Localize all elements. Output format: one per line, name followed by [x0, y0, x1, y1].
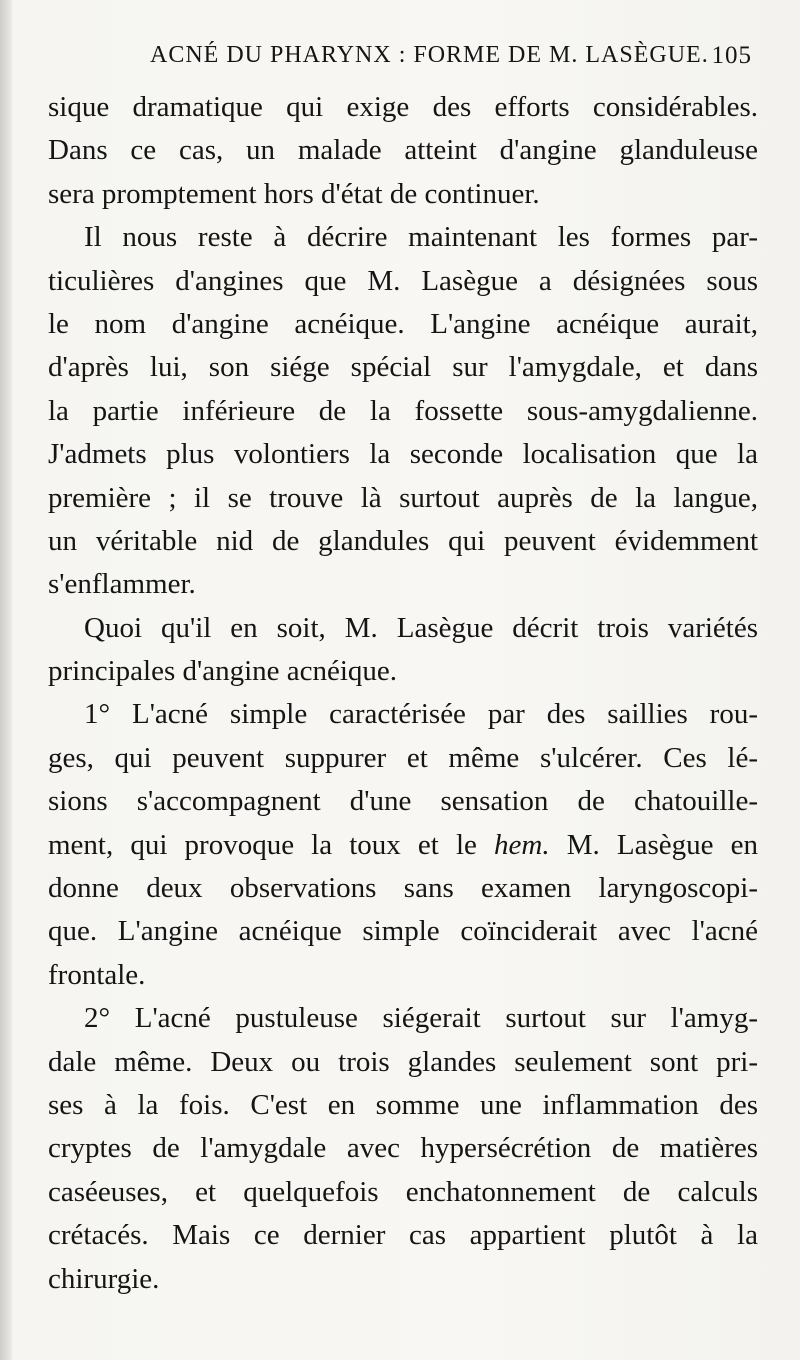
text-line: crétacés. Mais ce dernier cas appartient plutôt à la [48, 1219, 758, 1252]
paragraph-start-line: Il nous reste à décrire maintenant les formes par- [84, 221, 758, 254]
running-head: ACNÉ DU PHARYNX : FORME DE M. LASÈGUE. [150, 42, 709, 68]
text-segment: ment, qui provoque la toux et le [48, 828, 477, 861]
text-line: donne deux observations sans examen laryngoscopi- [48, 872, 758, 905]
paragraph-start-line: Quoi qu'il en soit, M. Lasègue décrit trois variétés [84, 611, 758, 644]
text-line: principales d'angine acnéique. [48, 655, 398, 688]
text-line: J'admets plus volontiers la seconde localisation que la [48, 438, 758, 471]
page-header [150, 42, 752, 76]
text-line: s'enflammer. [48, 568, 196, 601]
text-line: la partie inférieure de la fossette sous-amygdalienne. [48, 394, 758, 427]
text-line: frontale. [48, 958, 146, 991]
page-gutter [0, 0, 12, 1360]
body-text [48, 86, 758, 1301]
text-line: que. L'angine acnéique simple coïnciderait avec l'acné [48, 915, 758, 948]
text-segment: M. Lasègue en [566, 828, 759, 861]
list-item-start-line: 1° L'acné simple caractérisée par des saillies rou- [84, 698, 758, 731]
italic-term: hem. [494, 828, 550, 861]
text-line: Dans ce cas, un malade atteint d'angine glanduleuse [48, 134, 758, 167]
text-line: un véritable nid de glandules qui peuvent évidemment [48, 524, 758, 557]
text-line: chirurgie. [48, 1262, 160, 1295]
text-line: sions s'accompagnent d'une sensation de chatouille- [48, 785, 758, 818]
text-line: ticulières d'angines que M. Lasègue a désignées sous [48, 264, 758, 297]
text-line: ses à la fois. C'est en somme une inflammation des [48, 1088, 758, 1121]
page-number: 105 [711, 42, 752, 69]
text-line: sera promptement hors d'état de continuer. [48, 177, 540, 210]
text-line: dale même. Deux ou trois glandes seulement sont pri- [48, 1045, 758, 1078]
text-line: ges, qui peuvent suppurer et même s'ulcérer. Ces lé- [48, 741, 758, 774]
text-line: caséeuses, et quelquefois enchatonnement de calculs [48, 1175, 758, 1208]
text-line: le nom d'angine acnéique. L'angine acnéique aurait, [48, 307, 758, 340]
text-line-with-italic [48, 824, 758, 867]
list-item-start-line: 2° L'acné pustuleuse siégerait surtout sur l'amyg- [84, 1002, 758, 1035]
text-line: première ; il se trouve là surtout auprès de la langue, [48, 481, 758, 514]
text-line: cryptes de l'amygdale avec hypersécrétion de matières [48, 1132, 758, 1165]
text-line: sique dramatique qui exige des efforts considérables. [48, 91, 758, 123]
text-line: d'après lui, son siége spécial sur l'amygdale, et dans [48, 351, 758, 384]
